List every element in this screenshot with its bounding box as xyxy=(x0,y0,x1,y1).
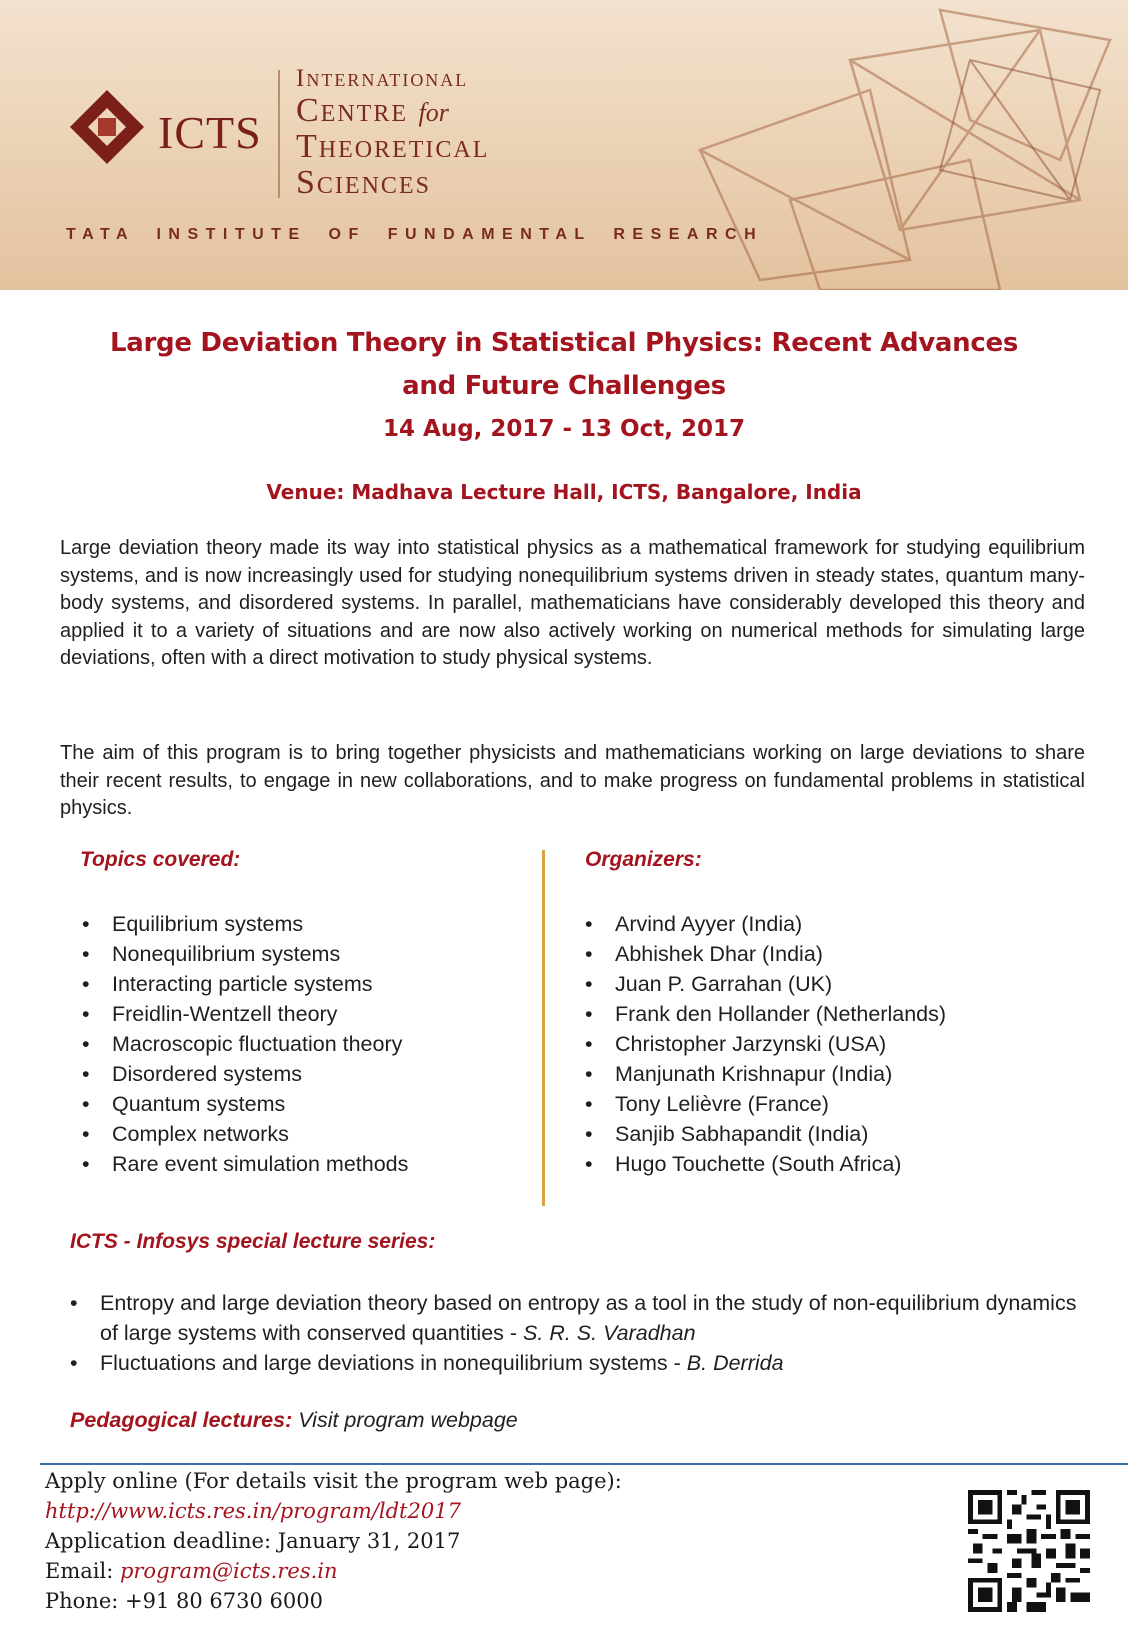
centre-name-line3: Theoretical xyxy=(296,128,490,165)
centre-name xyxy=(296,66,489,200)
pedagogical-link[interactable]: Visit program webpage xyxy=(298,1408,518,1432)
program-venue: Venue: Madhava Lecture Hall, ICTS, Bangalore, India xyxy=(266,480,862,504)
lecture-text: Entropy and large deviation theory based on entropy as a tool in the study of non-equilibrium dynamics of large systems with conserved quantities - xyxy=(100,1291,1077,1345)
centre-for: for xyxy=(418,98,449,127)
topic-item: • Macroscopic fluctuation theory xyxy=(82,1029,408,1059)
program-title xyxy=(60,322,1068,408)
topics-list xyxy=(82,909,408,1179)
apply-text: Apply online (For details visit the program web page): xyxy=(45,1469,622,1493)
lecture-item xyxy=(70,1288,1100,1348)
topic-item: • Complex networks xyxy=(82,1119,408,1149)
lecture-series-list xyxy=(70,1288,1100,1378)
phone-line: Phone: +91 80 6730 6000 xyxy=(45,1589,323,1613)
centre-name-line4: Sciences xyxy=(296,164,431,201)
column-divider xyxy=(542,850,545,1206)
organizer-item: • Sanjib Sabhapandit (India) xyxy=(585,1119,946,1149)
organizers-heading: Organizers: xyxy=(585,848,702,871)
centre-word: Centre xyxy=(296,92,408,129)
topic-item: • Rare event simulation methods xyxy=(82,1149,408,1179)
organizers-list xyxy=(585,909,946,1179)
lecture-text: Fluctuations and large deviations in nonequilibrium systems - xyxy=(100,1351,687,1375)
lecture-series-heading: ICTS - Infosys special lecture series: xyxy=(70,1230,436,1253)
topic-item: • Freidlin-Wentzell theory xyxy=(82,999,408,1029)
organizer-item: • Juan P. Garrahan (UK) xyxy=(585,969,946,999)
organizer-item: • Manjunath Krishnapur (India) xyxy=(585,1059,946,1089)
topic-item: • Quantum systems xyxy=(82,1089,408,1119)
organizer-item: • Tony Lelièvre (France) xyxy=(585,1089,946,1119)
program-title-line2: and Future Challenges xyxy=(402,371,726,401)
organizer-item: • Hugo Touchette (South Africa) xyxy=(585,1149,946,1179)
program-url-link[interactable]: http://www.icts.res.in/program/ldt2017 xyxy=(45,1499,461,1523)
decorative-geometry-icon xyxy=(640,0,1128,290)
header-banner xyxy=(0,0,1128,290)
qr-code-icon[interactable] xyxy=(968,1490,1090,1612)
lecture-speaker: S. R. S. Varadhan xyxy=(523,1321,696,1345)
email-label: Email: xyxy=(45,1559,120,1583)
description-paragraph-2: The aim of this program is to bring together physicists and mathematicians working on large deviations to share their recent results, to engage in new collaborations, and to make progress on fundamental problems in statistical physics. xyxy=(60,742,1085,819)
icts-logo-icon xyxy=(70,90,144,164)
program-dates: 14 Aug, 2017 - 13 Oct, 2017 xyxy=(383,416,745,442)
email-line xyxy=(45,1556,622,1586)
program-title-line1: Large Deviation Theory in Statistical Physics: Recent Advances xyxy=(109,328,1019,358)
centre-name-line2 xyxy=(296,94,489,128)
logo-divider xyxy=(278,70,280,198)
lecture-item xyxy=(70,1348,1100,1378)
topic-item: • Equilibrium systems xyxy=(82,909,408,939)
pedagogical-label: Pedagogical lectures: xyxy=(70,1408,293,1432)
description-paragraph-1: Large deviation theory made its way into statistical physics as a mathematical framework for studying equilibrium systems, and is now increasingly used for studying nonequilibrium systems driven in steady states, quantum many-body systems, and disordered systems. In parallel, mathematicians have considerably developed this theory and applied it to a variety of situations and are now also actively working on numerical methods for simulating large deviations, often with a direct motivation to study physical systems. xyxy=(60,537,1085,669)
topics-heading: Topics covered: xyxy=(80,848,241,871)
topic-item: • Interacting particle systems xyxy=(82,969,408,999)
footer-contact xyxy=(45,1466,622,1616)
centre-name-line1: International xyxy=(296,65,469,92)
organizer-item: • Abhishek Dhar (India) xyxy=(585,939,946,969)
footer-rule xyxy=(40,1463,1128,1465)
organizer-item: • Christopher Jarzynski (USA) xyxy=(585,1029,946,1059)
organizer-item: • Frank den Hollander (Netherlands) xyxy=(585,999,946,1029)
email-link[interactable]: program@icts.res.in xyxy=(119,1559,338,1583)
lecture-speaker: B. Derrida xyxy=(686,1351,784,1375)
organizer-item: • Arvind Ayyer (India) xyxy=(585,909,946,939)
pedagogical-lectures xyxy=(70,1408,518,1433)
topic-item: • Disordered systems xyxy=(82,1059,408,1089)
logo-abbreviation: ICTS xyxy=(158,107,262,158)
parent-institute: TATA INSTITUTE OF FUNDAMENTAL RESEARCH xyxy=(66,226,764,243)
topic-item: • Nonequilibrium systems xyxy=(82,939,408,969)
application-deadline: Application deadline: January 31, 2017 xyxy=(45,1529,461,1553)
